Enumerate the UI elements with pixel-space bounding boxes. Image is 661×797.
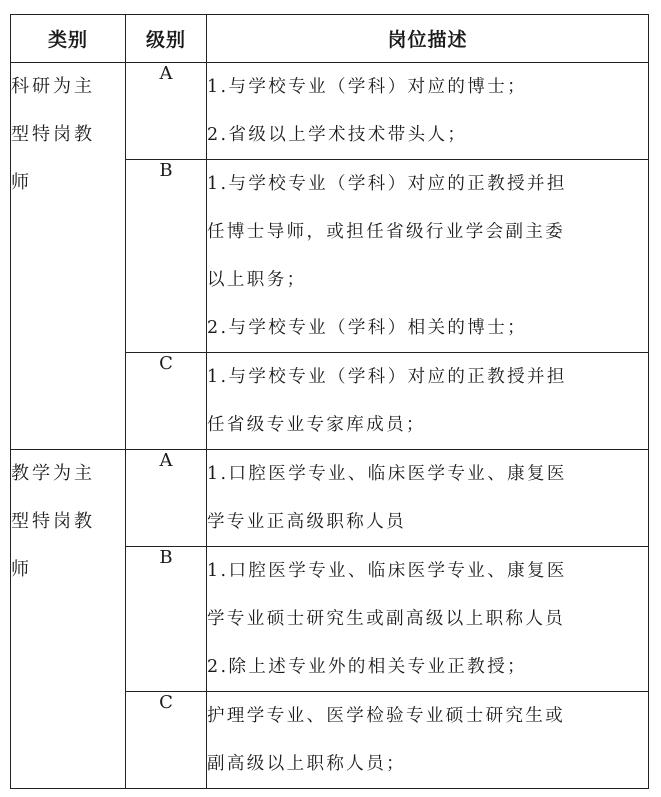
level-cell: A	[126, 450, 207, 547]
category-line: 科研为主	[11, 76, 95, 97]
category-line: 型特岗教	[11, 511, 95, 532]
description-line: 2.除上述专业外的相关专业正教授；	[207, 657, 527, 677]
level-cell: A	[126, 63, 207, 160]
description-cell	[207, 160, 649, 353]
description-line: 2.省级以上学术技术带头人；	[207, 125, 468, 145]
description-line: 学专业硕士研究生或副高级以上职称人员	[207, 609, 566, 629]
table-header-row	[11, 15, 649, 63]
category-line: 师	[11, 172, 32, 193]
category-line: 师	[11, 559, 32, 580]
description-line: 1.口腔医学专业、临床医学专业、康复医	[207, 464, 567, 484]
category-line: 型特岗教	[11, 124, 95, 145]
level-cell: C	[126, 692, 207, 789]
description-cell	[207, 547, 649, 692]
header-description: 岗位描述	[207, 15, 649, 63]
description-line: 1.与学校专业（学科）对应的正教授并担	[207, 367, 567, 387]
description-cell	[207, 450, 649, 547]
description-line: 1.口腔医学专业、临床医学专业、康复医	[207, 561, 567, 581]
description-line: 以上职务；	[207, 270, 307, 290]
level-cell: C	[126, 353, 207, 450]
description-line: 任省级专业专家库成员；	[207, 415, 426, 435]
header-level: 级别	[126, 15, 207, 63]
description-line: 副高级以上职称人员；	[207, 754, 406, 774]
description-line: 1.与学校专业（学科）对应的正教授并担	[207, 174, 567, 194]
description-cell	[207, 692, 649, 789]
header-category: 类别	[11, 15, 126, 63]
description-cell	[207, 353, 649, 450]
category-cell-teaching	[11, 450, 126, 789]
description-line: 1.与学校专业（学科）对应的博士；	[207, 77, 527, 97]
table-row	[11, 450, 649, 547]
description-line: 2.与学校专业（学科）相关的博士；	[207, 318, 527, 338]
level-cell: B	[126, 547, 207, 692]
table-row	[11, 63, 649, 160]
category-cell-research	[11, 63, 126, 450]
category-line: 教学为主	[11, 463, 95, 484]
positions-table	[10, 14, 649, 789]
description-line: 护理学专业、医学检验专业硕士研究生或	[207, 706, 566, 726]
description-line: 学专业正高级职称人员	[207, 512, 406, 532]
description-line: 任博士导师，或担任省级行业学会副主委	[207, 222, 566, 242]
level-cell: B	[126, 160, 207, 353]
description-cell	[207, 63, 649, 160]
